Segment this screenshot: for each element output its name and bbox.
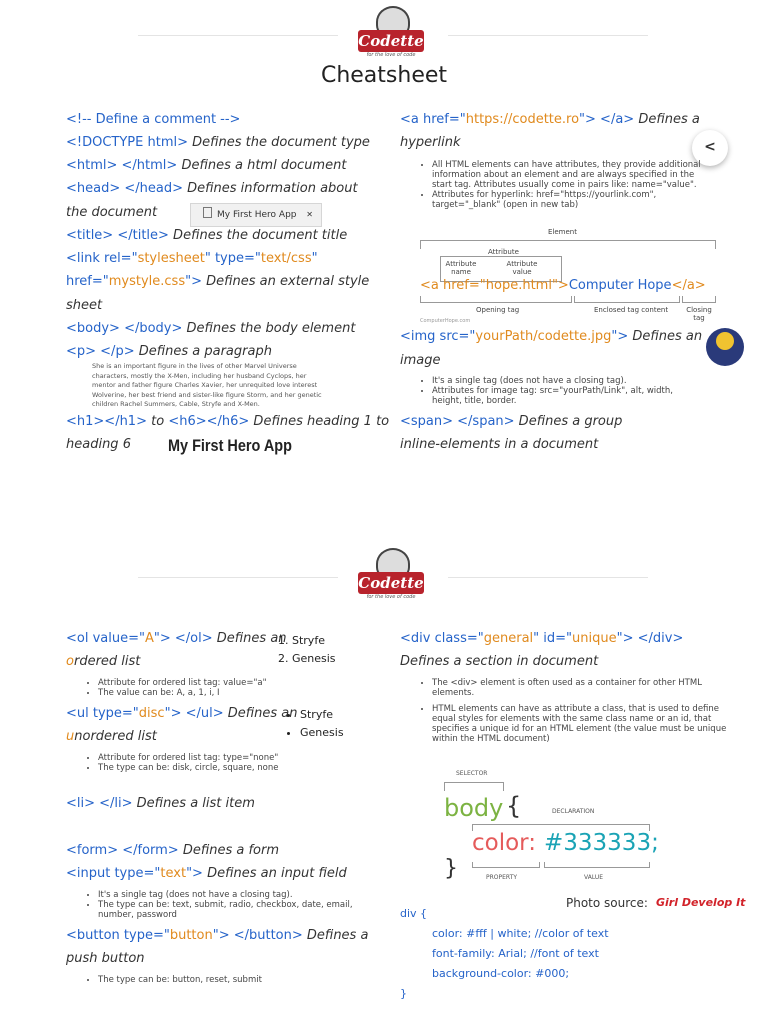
a-desc: Defines a [634,112,700,127]
closing-label: Closing tag [686,306,712,322]
img-tag-c: "> [611,329,629,344]
ul-desc-letter: u [66,729,75,744]
button-desc: Defines a [302,928,369,943]
comment-line [66,111,240,129]
body-desc: Defines the body element [182,321,356,336]
code-line: color: #fff | white; //color of text [432,927,609,940]
code-open: <a href=" [420,278,486,293]
input-desc: Defines an input field [202,866,347,881]
code-line: font-family: Arial; //font of text [432,947,599,960]
html-line [66,157,346,175]
li-desc: Defines a list item [132,796,255,811]
href-b: mystyle.css [108,274,186,289]
div-tag-a: <div class=" [400,631,484,646]
ol-tag-a: <ol value=" [66,631,145,646]
html-desc: Defines a html document [177,158,347,173]
css-property: color: [472,830,536,856]
div-tag-class: general [483,631,534,646]
href-desc-2: sheet [66,298,103,313]
heading-desc-2: heading 6 [66,437,131,452]
property-label: PROPERTY [486,874,517,881]
div-line [400,630,683,648]
attr-value-label: Attribute value [506,260,538,276]
a-tag-c: "> </a> [579,112,635,127]
diagram-code [420,278,706,293]
diagram-credit: ComputerHope.com [420,318,471,324]
tab-label: My First Hero App [217,210,297,220]
ol-desc-letter: o [66,654,74,669]
div-tag-id: unique [572,631,617,646]
header-rule-left-2 [138,577,338,578]
enclosed-bracket [574,296,680,303]
codette-logo [354,6,428,60]
title-line [66,227,347,245]
heading-line [66,413,389,431]
list-item: • Attributes for image tag: src="yourPath/Link", alt, width, height, title, border. [432,386,702,406]
doctype-line [66,134,370,152]
button-tag-a: <button type=" [66,928,170,943]
character-avatar [706,328,744,366]
selector-bracket [444,782,504,791]
link-tag-e: " [311,251,318,266]
a-tag-url: https://codette.ro [465,112,580,127]
button-line [66,927,368,945]
closing-bracket [682,296,716,303]
button-tag-type: button [169,928,213,943]
link-tag-d: text/css [260,251,312,266]
h-desc: Defines heading 1 to [249,414,390,429]
doctype-tag: <!DOCTYPE html> [66,135,188,150]
ul-tag-c: "> </ul> [164,706,224,721]
ol-tag-c: "> </ol> [153,631,213,646]
p-desc: Defines a paragraph [134,344,272,359]
ul-desc-2 [66,728,157,746]
ul-line [66,705,298,723]
list-item: • The <div> element is often used as a container for other HTML elements. [432,678,732,698]
css-open-brace: { [506,792,522,820]
list-item: • HTML elements can have as attribute a class, that is used to define equal styles for elements with the same class name or an id, that specifies a unique id for an HTML element (the value must be unique within the HTML document) [432,704,732,744]
html-tag: <html> </html> [66,158,178,173]
ol-desc: Defines an [212,631,287,646]
img-tag-src: yourPath/codette.jpg [475,329,612,344]
list-item: • It's a single tag (does not have a closing tag). [432,376,702,386]
css-body: body [444,794,504,822]
diagram-attribute-label: Attribute [488,248,519,256]
property-bracket [472,862,540,868]
title-tag: <title> </title> [66,228,169,243]
list-item: • Genesis [300,724,344,742]
anchor-line [400,111,700,129]
li-line [66,795,255,813]
comment-tag: <!-- Define a comment --> [66,112,241,127]
css-value: #333333; [544,830,659,856]
list-item: • The type can be: disk, circle, square, none [98,763,348,773]
header-rule-right-2 [448,577,648,578]
list-item: • Attributes for hyperlink: href="https://yourlink.com", target="_blank" (open in new tab) [432,190,712,210]
declaration-label: DECLARATION [552,808,595,815]
code-sample [400,904,609,1004]
span-line [400,413,622,431]
head-tag: <head> </head> [66,181,183,196]
diagram-element-label: Element [548,228,577,236]
code-line: div { [400,907,428,920]
div-bullets [400,678,732,744]
h-to: to [146,414,169,429]
href-c: "> [185,274,202,289]
code-close-bracket: "> [551,278,569,293]
value-label: VALUE [584,874,604,881]
ol-bullets [66,678,338,698]
logo-word: Codette [358,574,424,592]
p-line [66,343,272,361]
ul-bullets [66,753,348,773]
list-item: • All HTML elements can have attributes, they provide additional information about an element and are always specified in the start tag. Attributes usually come in pairs like: name="value". [432,160,712,190]
selector-label: SELECTOR [456,770,488,777]
logo-word: Codette [358,32,424,50]
form-line [66,842,279,860]
div-tag-c: " id=" [533,631,573,646]
head-line [66,180,358,198]
ul-tag-a: <ul type=" [66,706,139,721]
button-desc-2: push button [66,951,145,966]
code-content: Computer Hope [568,278,672,293]
img-tag-a: <img src=" [400,329,476,344]
anchor-bullets [400,160,712,210]
div-desc: Defines a section in document [400,654,599,669]
anchor-desc-2: hyperlink [400,135,461,150]
list-item: • Stryfe [300,706,344,724]
span-tag: <span> </span> [400,414,515,429]
p-tag: <p> </p> [66,344,135,359]
photo-source: Photo source: [566,896,648,910]
list-item: • The type can be: text, submit, radio, checkbox, date, email, number, password [98,900,378,920]
input-line [66,865,347,883]
span-desc: Defines a group [514,414,623,429]
ol-desc-2 [66,653,140,671]
list-item: • Attribute for ordered list tag: type="none" [98,753,348,763]
logo-tagline: for the love of code [366,594,416,600]
enclosed-label: Enclosed tag content [594,306,669,314]
body-line [66,320,355,338]
header-rule-right [448,35,648,36]
link-tag-c: " type=" [204,251,261,266]
form-desc: Defines a form [178,843,280,858]
close-icon: ✕ [306,210,313,219]
body-tag: <body> </body> [66,321,183,336]
input-bullets [66,890,378,920]
page-icon [203,207,212,218]
link-tag-a: <link rel=" [66,251,138,266]
head-desc: Defines information about [183,181,358,196]
attr-name-label: Attribute name [445,260,477,276]
href-desc: Defines an external style [201,274,370,289]
list-item: 2. Genesis [278,652,336,665]
h1-tag: <h1></h1> [66,414,147,429]
code-file: hope.html [485,278,552,293]
ol-line [66,630,287,648]
img-line [400,328,702,346]
opening-tag-label: Opening tag [476,306,520,314]
anchor-anatomy-diagram [418,228,718,328]
ul-tag-value: disc [138,706,165,721]
title-desc: Defines the document title [168,228,348,243]
link-line [66,250,318,268]
h6-tag: <h6></h6> [168,414,250,429]
opening-bracket [420,296,572,303]
li-tag: <li> </li> [66,796,133,811]
list-item: • The type can be: button, reset, submit [98,975,358,985]
div-tag-e: "> </div> [616,631,684,646]
input-tag-c: "> [186,866,203,881]
codette-logo-2 [354,548,428,602]
img-desc: Defines an [628,329,703,344]
ul-desc-rest: nordered list [74,729,157,744]
list-item: • It's a single tag (does not have a closing tag). [98,890,378,900]
form-tag: <form> </form> [66,843,179,858]
element-bracket [420,240,716,249]
ul-sample [286,706,344,742]
code-line: } [400,987,407,1000]
ol-desc-rest: rdered list [73,654,141,669]
hero-heading-sample: My First Hero App [168,436,292,455]
ol-sample [278,632,336,668]
logo-tagline: for the love of code [366,52,416,58]
button-tag-c: "> </button> [212,928,303,943]
list-item: • The value can be: A, a, 1, i, I [98,688,338,698]
browser-tab-screenshot [190,203,322,227]
img-bullets [400,376,702,406]
list-item: • Attribute for ordered list tag: value="a" [98,678,338,688]
ol-tag-value: A [144,631,154,646]
page-title: Cheatsheet [320,63,448,88]
list-item: 1. Stryfe [278,634,325,647]
header-rule-left [138,35,338,36]
link-tag-b: stylesheet [137,251,205,266]
href-a: href=" [66,274,109,289]
css-close-brace: } [444,856,458,881]
value-bracket [544,862,650,868]
code-end-tag: </a> [671,278,706,293]
back-button[interactable]: < [692,130,728,166]
css-anatomy-diagram [440,770,660,890]
code-line: background-color: #000; [432,967,570,980]
img-desc-2: image [400,353,441,368]
girl-develop-it-logo: Girl Develop It [656,896,746,909]
input-tag-a: <input type=" [66,866,161,881]
ul-desc: Defines an [223,706,298,721]
sample-paragraph: She is an important figure in the lives of other Marvel Universe characters, mostly the X-Men, including her husband Cyclops, her mentor and father figure Charles Xavier, her unrequited love interest Wolverine, her best friend and sister-like figure Storm, and her genetic children Rachel Summers, Cable, Stryfe and X-Men. [92,362,322,408]
a-tag-a: <a href=" [400,112,466,127]
button-bullets [66,975,358,985]
href-line [66,273,369,291]
head-desc-2: the document [66,205,158,220]
input-tag-type: text [160,866,187,881]
span-desc-2: inline-elements in a document [400,437,599,452]
doctype-desc: Defines the document type [188,135,370,150]
